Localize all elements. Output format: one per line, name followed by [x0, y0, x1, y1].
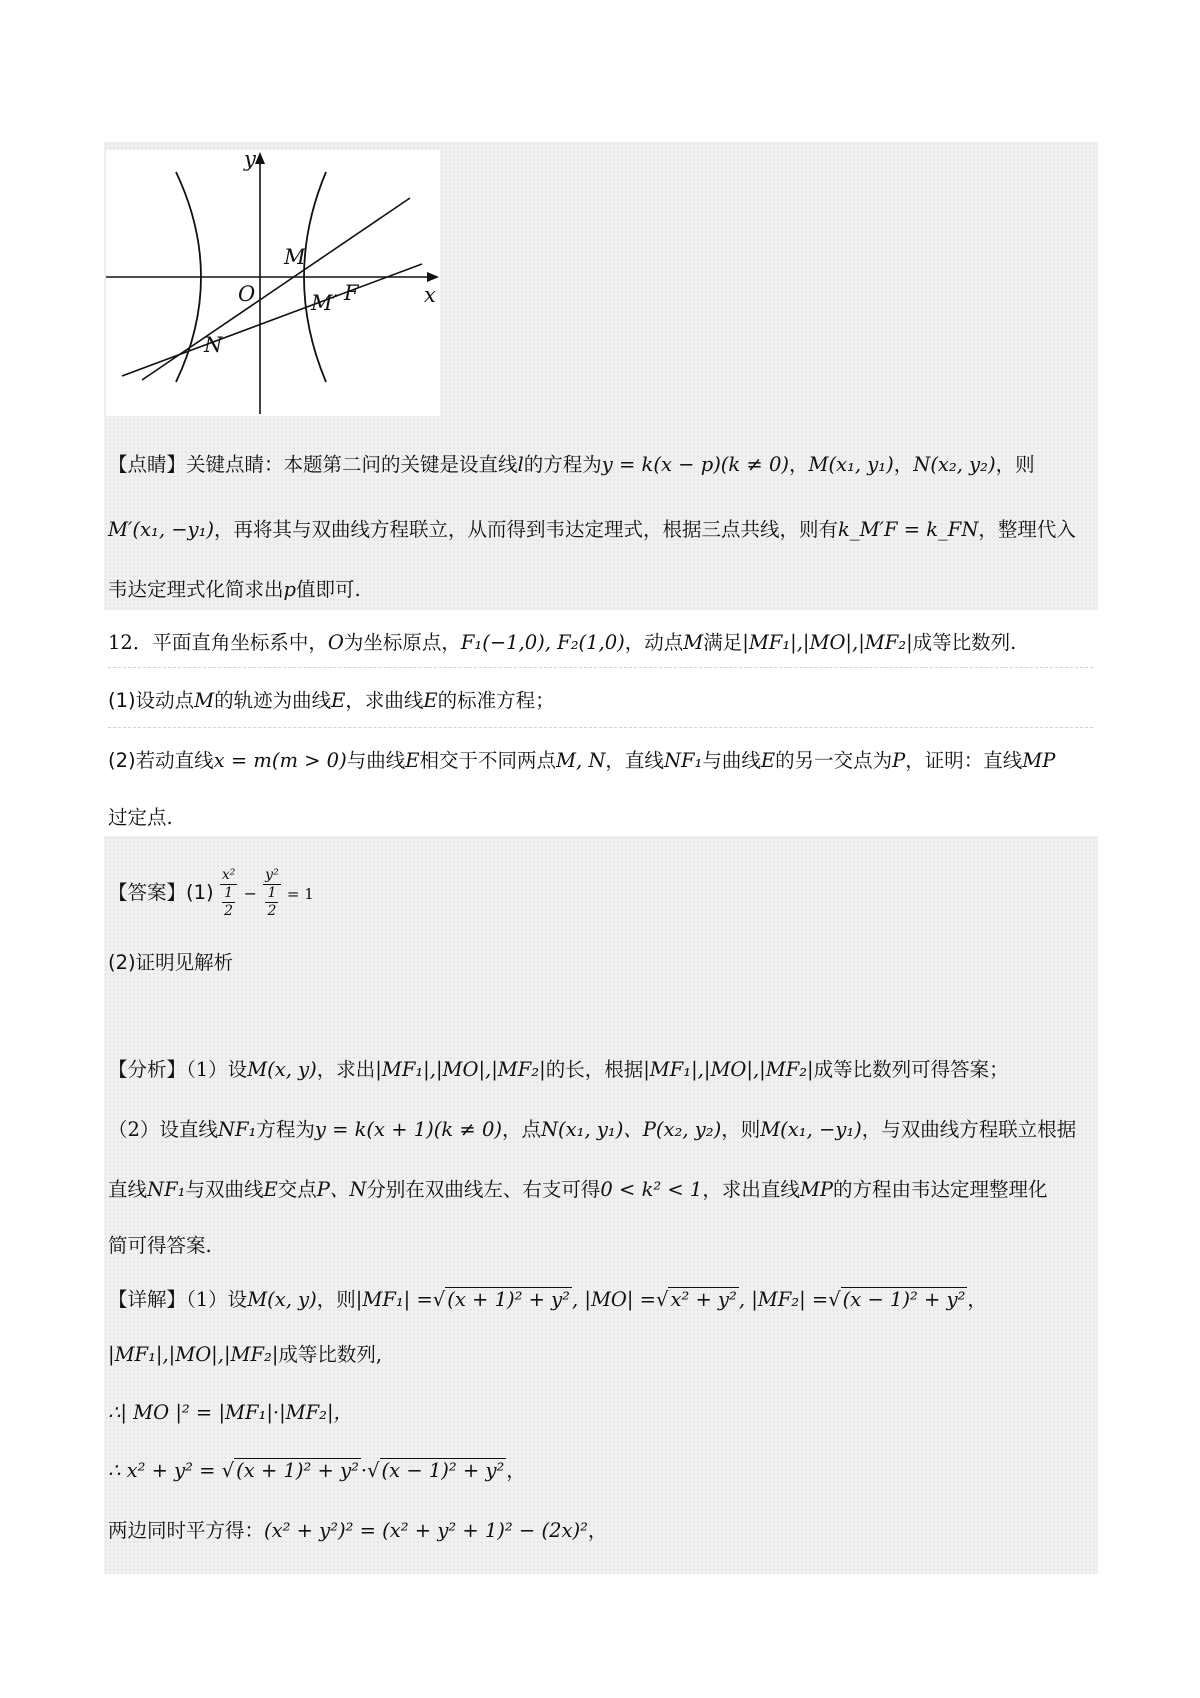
detail-line-2: [108, 1340, 382, 1370]
text: ，则: [316, 1288, 356, 1311]
math-radicand: (x + 1)² + y²: [447, 1288, 570, 1311]
text: ，求曲线: [345, 689, 424, 712]
hyperbola-diagram: [106, 150, 440, 416]
text: 两边同时平方得：: [108, 1519, 265, 1542]
text: （1）设: [186, 1288, 248, 1311]
detail-line-5: [108, 1516, 607, 1546]
text: 方程为: [256, 1118, 315, 1141]
label-m: M: [284, 245, 306, 269]
fraction-y: [263, 867, 281, 920]
text: 与双曲线: [185, 1178, 264, 1201]
detail-line-1: 【详解】（1）设M(x, y)，则|MF₁| =√ (x + 1)² + y² , |MO| =√ x² + y² , |MF₂| =√ (x − 1)² + y² ，: [108, 1288, 987, 1311]
math-m: M: [683, 631, 704, 654]
math-inequality: 0 < k² < 1: [600, 1178, 703, 1201]
frac-num: x²: [221, 867, 236, 883]
text: ，则: [721, 1118, 761, 1141]
text: 的方程为: [523, 453, 602, 476]
frac-den: 2: [224, 903, 234, 919]
math-nf1: NF₁: [663, 749, 703, 772]
text: ，再将其与双曲线方程联立，从而得到韦达定理式，根据三点共线，则有: [214, 518, 839, 541]
math-mo: , |MO| =: [571, 1288, 657, 1311]
math-mf1: |MF₁| =: [355, 1288, 433, 1311]
text: ，: [506, 1459, 526, 1482]
math-distances: |MF₁|,|MO|,|MF₂|: [108, 1343, 279, 1366]
text: ，证明：直线: [905, 749, 1023, 772]
frac-num: y²: [265, 867, 279, 883]
equals-one: = 1: [286, 885, 314, 903]
problem-part-2: [108, 746, 1055, 776]
frac-den: [220, 885, 238, 920]
label-x: x: [424, 283, 436, 307]
text: 交点: [277, 1178, 317, 1201]
detail-line-3: [108, 1398, 353, 1428]
analysis-line-4: [108, 1231, 212, 1261]
dashed-divider: [108, 667, 1093, 668]
label-n: N: [204, 333, 223, 357]
text: ，: [587, 1519, 608, 1542]
math-pn: P、N: [316, 1178, 367, 1201]
label-m-prime: M′: [311, 291, 338, 315]
text: (1): [186, 881, 214, 904]
math-point-m-prime: M′(x₁, −y₁): [108, 518, 214, 541]
text: 与曲线: [702, 749, 761, 772]
text: 的方程由韦达定理整理化: [832, 1178, 1048, 1201]
text: （1）设: [186, 1058, 248, 1081]
text: 的轨迹为曲线: [214, 689, 332, 712]
text: ，与双曲线方程联立根据: [861, 1118, 1077, 1141]
text: 的标准方程；: [437, 689, 555, 712]
text: ，: [967, 1288, 987, 1311]
text: 关键点睛：本题第二问的关键是设直线: [186, 453, 518, 476]
nested-fraction: [222, 885, 235, 920]
text: 与曲线: [346, 749, 406, 772]
math-line-x-eq: x = m(m > 0): [213, 749, 347, 772]
text: 直线: [108, 1178, 148, 1201]
text: ，: [893, 453, 914, 476]
problem-statement: [108, 628, 1016, 658]
text: 简可得答案.: [108, 1234, 212, 1257]
text: ·: [360, 1459, 368, 1482]
minus-sign: −: [243, 884, 257, 903]
math-foci: F₁(−1,0), F₂(1,0): [460, 631, 625, 654]
text: ，求出直线: [702, 1178, 800, 1201]
analysis-line-3: [108, 1175, 1047, 1205]
math-relation: ∴| MO |² = |MF₁|·|MF₂|，: [108, 1401, 354, 1424]
math-mp: MP: [799, 1178, 833, 1201]
text: （2）设直线: [108, 1118, 218, 1141]
frac-num: 1: [267, 885, 277, 901]
dianjing-tag: 【点睛】: [108, 453, 187, 476]
answer-tag: 【答案】: [108, 881, 187, 904]
x-axis-arrow-icon: [427, 272, 439, 282]
label-y: y: [244, 150, 256, 171]
math-mp: MP: [1022, 749, 1056, 772]
problem-part-1: [108, 686, 555, 716]
math-radicand: x² + y²: [670, 1288, 737, 1311]
math-m: M: [194, 689, 215, 712]
math-l: l: [517, 453, 524, 476]
math-distances: |MF₁|,|MO|,|MF₂|: [643, 1058, 814, 1081]
text: ，: [788, 453, 809, 476]
math-squared-eq: (x² + y²)² = (x² + y² + 1)² − (2x)²: [264, 1519, 588, 1542]
math-e: E: [331, 689, 346, 712]
text: 成等比数列,: [278, 1343, 383, 1366]
frac-den: [263, 885, 281, 920]
text: 相交于不同两点: [419, 749, 556, 772]
math-nf1: NF₁: [147, 1178, 186, 1201]
text: 值即可.: [296, 578, 361, 601]
text: 为坐标原点，: [343, 631, 461, 654]
answer-line-1: [108, 858, 314, 929]
math-mf2: , |MF₂| =: [738, 1288, 829, 1311]
math-o: O: [327, 631, 344, 654]
label-f: F: [344, 281, 359, 305]
math-line-eq: y = k(x − p)(k ≠ 0): [601, 453, 789, 476]
text: ，则: [995, 453, 1035, 476]
math-line-eq: y = k(x + 1)(k ≠ 0): [314, 1118, 502, 1141]
detail-line-4: ∴ x² + y² = √ (x + 1)² + y² ·√ (x − 1)² + y² ，: [108, 1459, 526, 1482]
text: 平面直角坐标系中，: [152, 631, 328, 654]
math-distances: |MF₁|,|MO|,|MF₂|: [375, 1058, 546, 1081]
text: 的长，根据: [545, 1058, 644, 1081]
problem-number: 12．: [108, 631, 153, 654]
nested-fraction: [265, 885, 278, 920]
math-mn: M, N: [555, 749, 606, 772]
problem-part-2-cont: [108, 803, 173, 833]
dianjing-line-1: [108, 450, 1035, 480]
math-point-m: M(x, y): [247, 1288, 317, 1311]
math-lhs: ∴ x² + y² =: [108, 1459, 216, 1482]
text: (2)若动直线: [108, 749, 214, 772]
analysis-tag: 【分析】: [108, 1058, 187, 1081]
text: ，直线: [605, 749, 664, 772]
frac-num: 1: [224, 885, 234, 901]
text: ，点: [501, 1118, 541, 1141]
math-points: N(x₁, y₁)、P(x₂, y₂): [540, 1118, 722, 1141]
math-radicand: (x + 1)² + y²: [236, 1459, 359, 1482]
y-axis-arrow-icon: [255, 152, 265, 164]
math-e: E: [263, 1178, 278, 1201]
text: ，整理代入: [978, 518, 1076, 541]
analysis-line-1: [108, 1055, 1009, 1085]
dianjing-line-3: [108, 575, 361, 605]
hyperbola-figure: [106, 150, 440, 416]
text: 的另一交点为: [775, 749, 893, 772]
math-e: E: [760, 749, 776, 772]
math-point-n: N(x₂, y₂): [913, 453, 996, 476]
math-e: E: [405, 749, 420, 772]
math-slope-eq: k_M′F = k_FN: [838, 518, 979, 541]
label-origin: O: [238, 282, 256, 306]
math-point-m: M(x₁, −y₁): [760, 1118, 862, 1141]
math-condition: |MF₁|,|MO|,|MF₂|: [742, 631, 913, 654]
math-p: p: [283, 578, 296, 601]
dashed-divider: [108, 727, 1093, 728]
frac-den: 2: [267, 903, 277, 919]
text: 分别在双曲线左、右支可得: [366, 1178, 601, 1201]
math-e: E: [423, 689, 438, 712]
text: 满足: [703, 631, 743, 654]
math-radicand: (x − 1)² + y²: [381, 1459, 505, 1482]
text: 成等比数列可得答案；: [813, 1058, 1009, 1081]
text: (1)设动点: [108, 689, 195, 712]
math-p: P: [892, 749, 906, 772]
fraction-x: [220, 867, 238, 920]
text: (2)证明见解析: [108, 951, 234, 974]
text: 韦达定理式化简求出: [108, 578, 284, 601]
math-nf1: NF₁: [217, 1118, 257, 1141]
analysis-line-2: [108, 1115, 1076, 1145]
math-radicand: (x − 1)² + y²: [842, 1288, 966, 1311]
answer-line-2: [108, 948, 233, 978]
dianjing-line-2: [108, 515, 1076, 545]
line-nf: [122, 264, 422, 376]
text: 成等比数列.: [912, 631, 1017, 654]
math-point-m: M(x, y): [247, 1058, 317, 1081]
text: 过定点.: [108, 806, 173, 829]
detail-tag: 【详解】: [108, 1288, 187, 1311]
text: ，求出: [316, 1058, 376, 1081]
math-point-m: M(x₁, y₁): [808, 453, 894, 476]
text: ，动点: [624, 631, 684, 654]
